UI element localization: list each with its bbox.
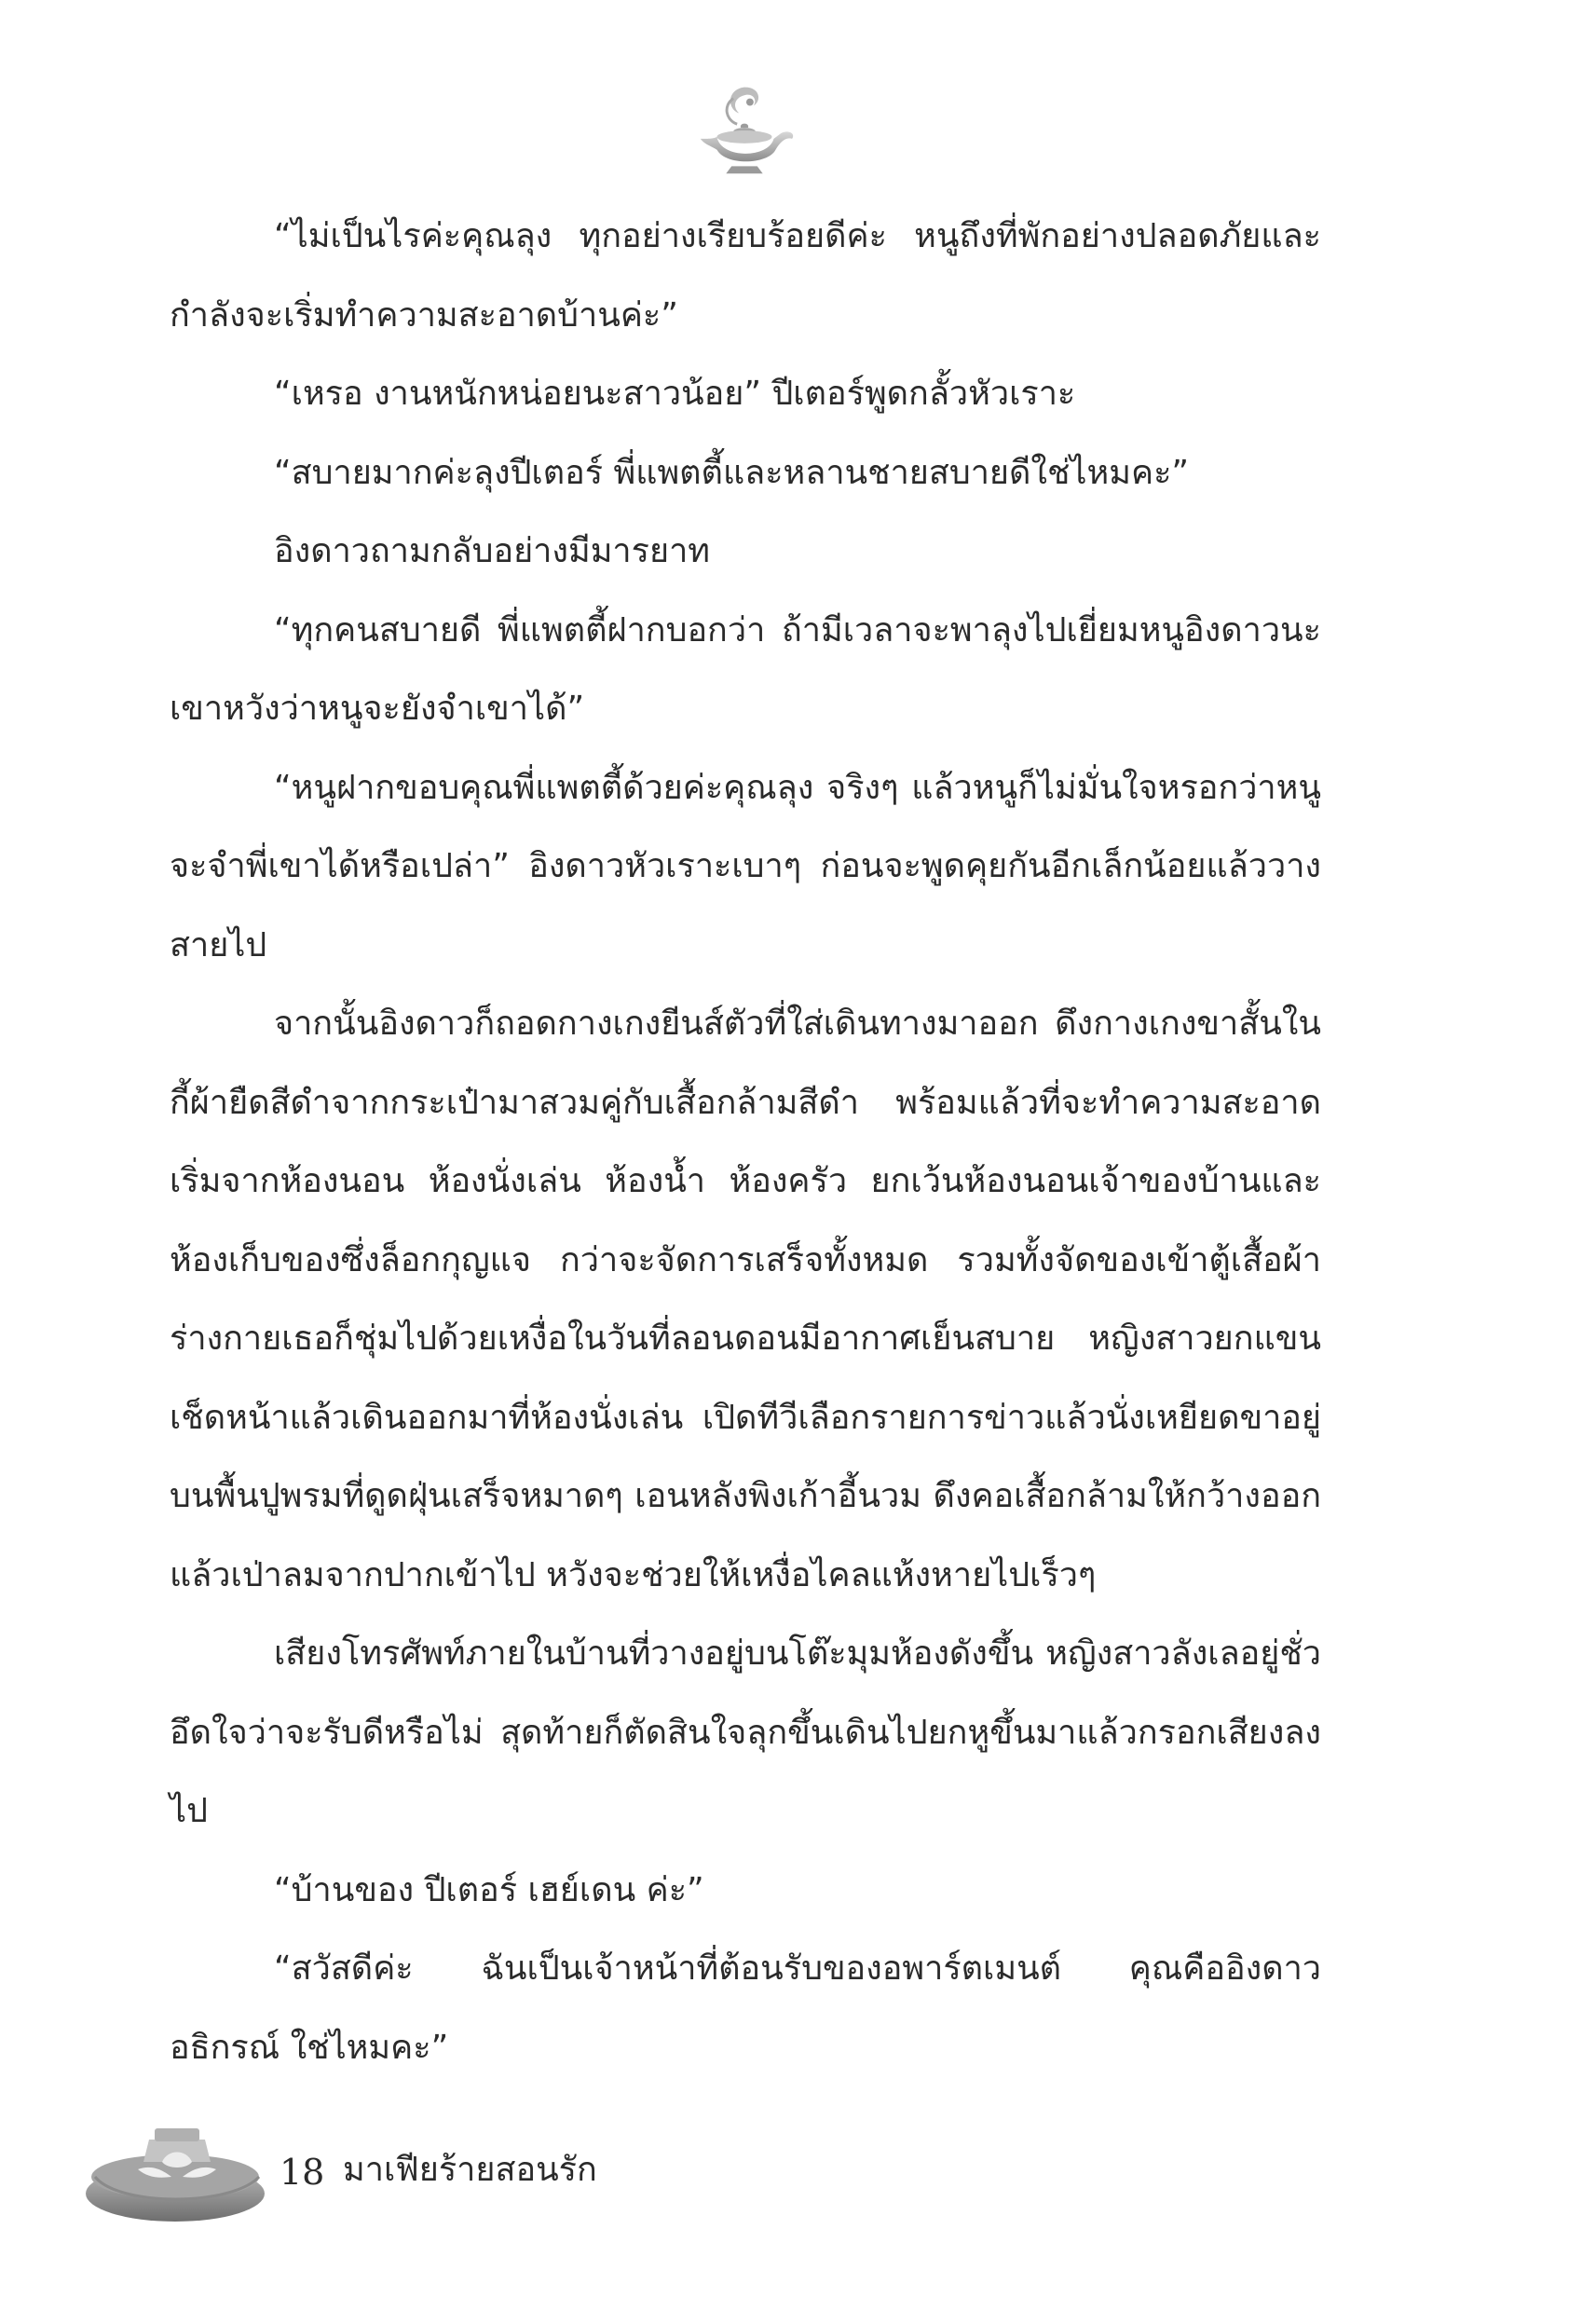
body-text <box>170 198 1321 2087</box>
paragraph: “สบายมากค่ะลุงปีเตอร์ พี่แพตตี้และหลานชายสบายดีใช่ไหมคะ” <box>274 453 1190 492</box>
paragraph: “บ้านของ ปีเตอร์ เฮย์เดน ค่ะ” <box>274 1870 704 1909</box>
genie-lamp-icon <box>689 78 799 188</box>
ornate-box-icon <box>82 2121 281 2231</box>
paragraph: “เหรอ งานหนักหน่อยนะสาวน้อย” ปีเตอร์พูดกลั้วหัวเราะ <box>274 375 1076 413</box>
paragraph: “สวัสดีค่ะ ฉันเป็นเจ้าหน้าที่ต้อนรับของอพาร์ตเมนต์ คุณคืออิงดาว อธิกรณ์ ใช่ไหมคะ” <box>170 1949 1321 2067</box>
paragraph: อิงดาวถามกลับอย่างมีมารยาท <box>274 532 711 570</box>
paragraph: “ทุกคนสบายดี พี่แพตตี้ฝากบอกว่า ถ้ามีเวลาจะพาลุงไปเยี่ยมหนูอิงดาวนะ เขาหวังว่าหนูจะยังจำเขาได้” <box>170 610 1321 728</box>
page-number: 18 <box>280 2152 325 2193</box>
book-title: มาเฟียร้ายสอนรัก <box>343 2151 597 2189</box>
paragraph: “ไม่เป็นไรค่ะคุณลุง ทุกอย่างเรียบร้อยดีค่ะ หนูถึงที่พักอย่างปลอดภัยและกำลังจะเริ่มทำความสะอาดบ้านค่ะ” <box>170 217 1321 335</box>
paragraph: เสียงโทรศัพท์ภายในบ้านที่วางอยู่บนโต๊ะมุมห้องดังขึ้น หญิงสาวลังเลอยู่ชั่วอึดใจว่าจะรับดีหรือไม่ สุดท้ายก็ตัดสินใจลุกขึ้นเดินไปยกหูขึ้นมาแล้วกรอกเสียงลงไป <box>170 1634 1321 1830</box>
paragraph: จากนั้นอิงดาวก็ถอดกางเกงยีนส์ตัวที่ใส่เดินทางมาออก ดึงกางเกงขาสั้นในกี้ผ้ายืดสีดำจากกระเป๋ามาสวมคู่กับเสื้อกล้ามสีดำ พร้อมแล้วที่จะทำความสะอาด เริ่มจากห้องนอน ห้องนั่งเล่น ห้องน้ำ ห้องครัว ยกเว้นห้องนอนเจ้าของบ้านและห้องเก็บของซึ่งล็อกกุญแจ กว่าจะจัดการเสร็จทั้งหมด รวมทั้งจัดของเข้าตู้เสื้อผ้า ร่างกายเธอก็ชุ่มไปด้วยเหงื่อในวันที่ลอนดอนมีอากาศเย็นสบาย หญิงสาวยกแขนเช็ดหน้าแล้วเดินออกมาที่ห้องนั่งเล่น เปิดทีวีเลือกรายการข่าวแล้วนั่งเหยียดขาอยู่บนพื้นปูพรมที่ดูดฝุ่นเสร็จหมาดๆ เอนหลังพิงเก้าอี้นวม ดึงคอเสื้อกล้ามให้กว้างออกแล้วเป่าลมจากปากเข้าไป หวังจะช่วยให้เหงื่อไคลแห้งหายไปเร็วๆ <box>170 1005 1321 1594</box>
paragraph: “หนูฝากขอบคุณพี่แพตตี้ด้วยค่ะคุณลุง จริงๆ แล้วหนูก็ไม่มั่นใจหรอกว่าหนูจะจำพี่เขาได้หรือเปล่า” อิงดาวหัวเราะเบาๆ ก่อนจะพูดคุยกันอีกเล็กน้อยแล้ววางสายไป <box>170 768 1321 964</box>
